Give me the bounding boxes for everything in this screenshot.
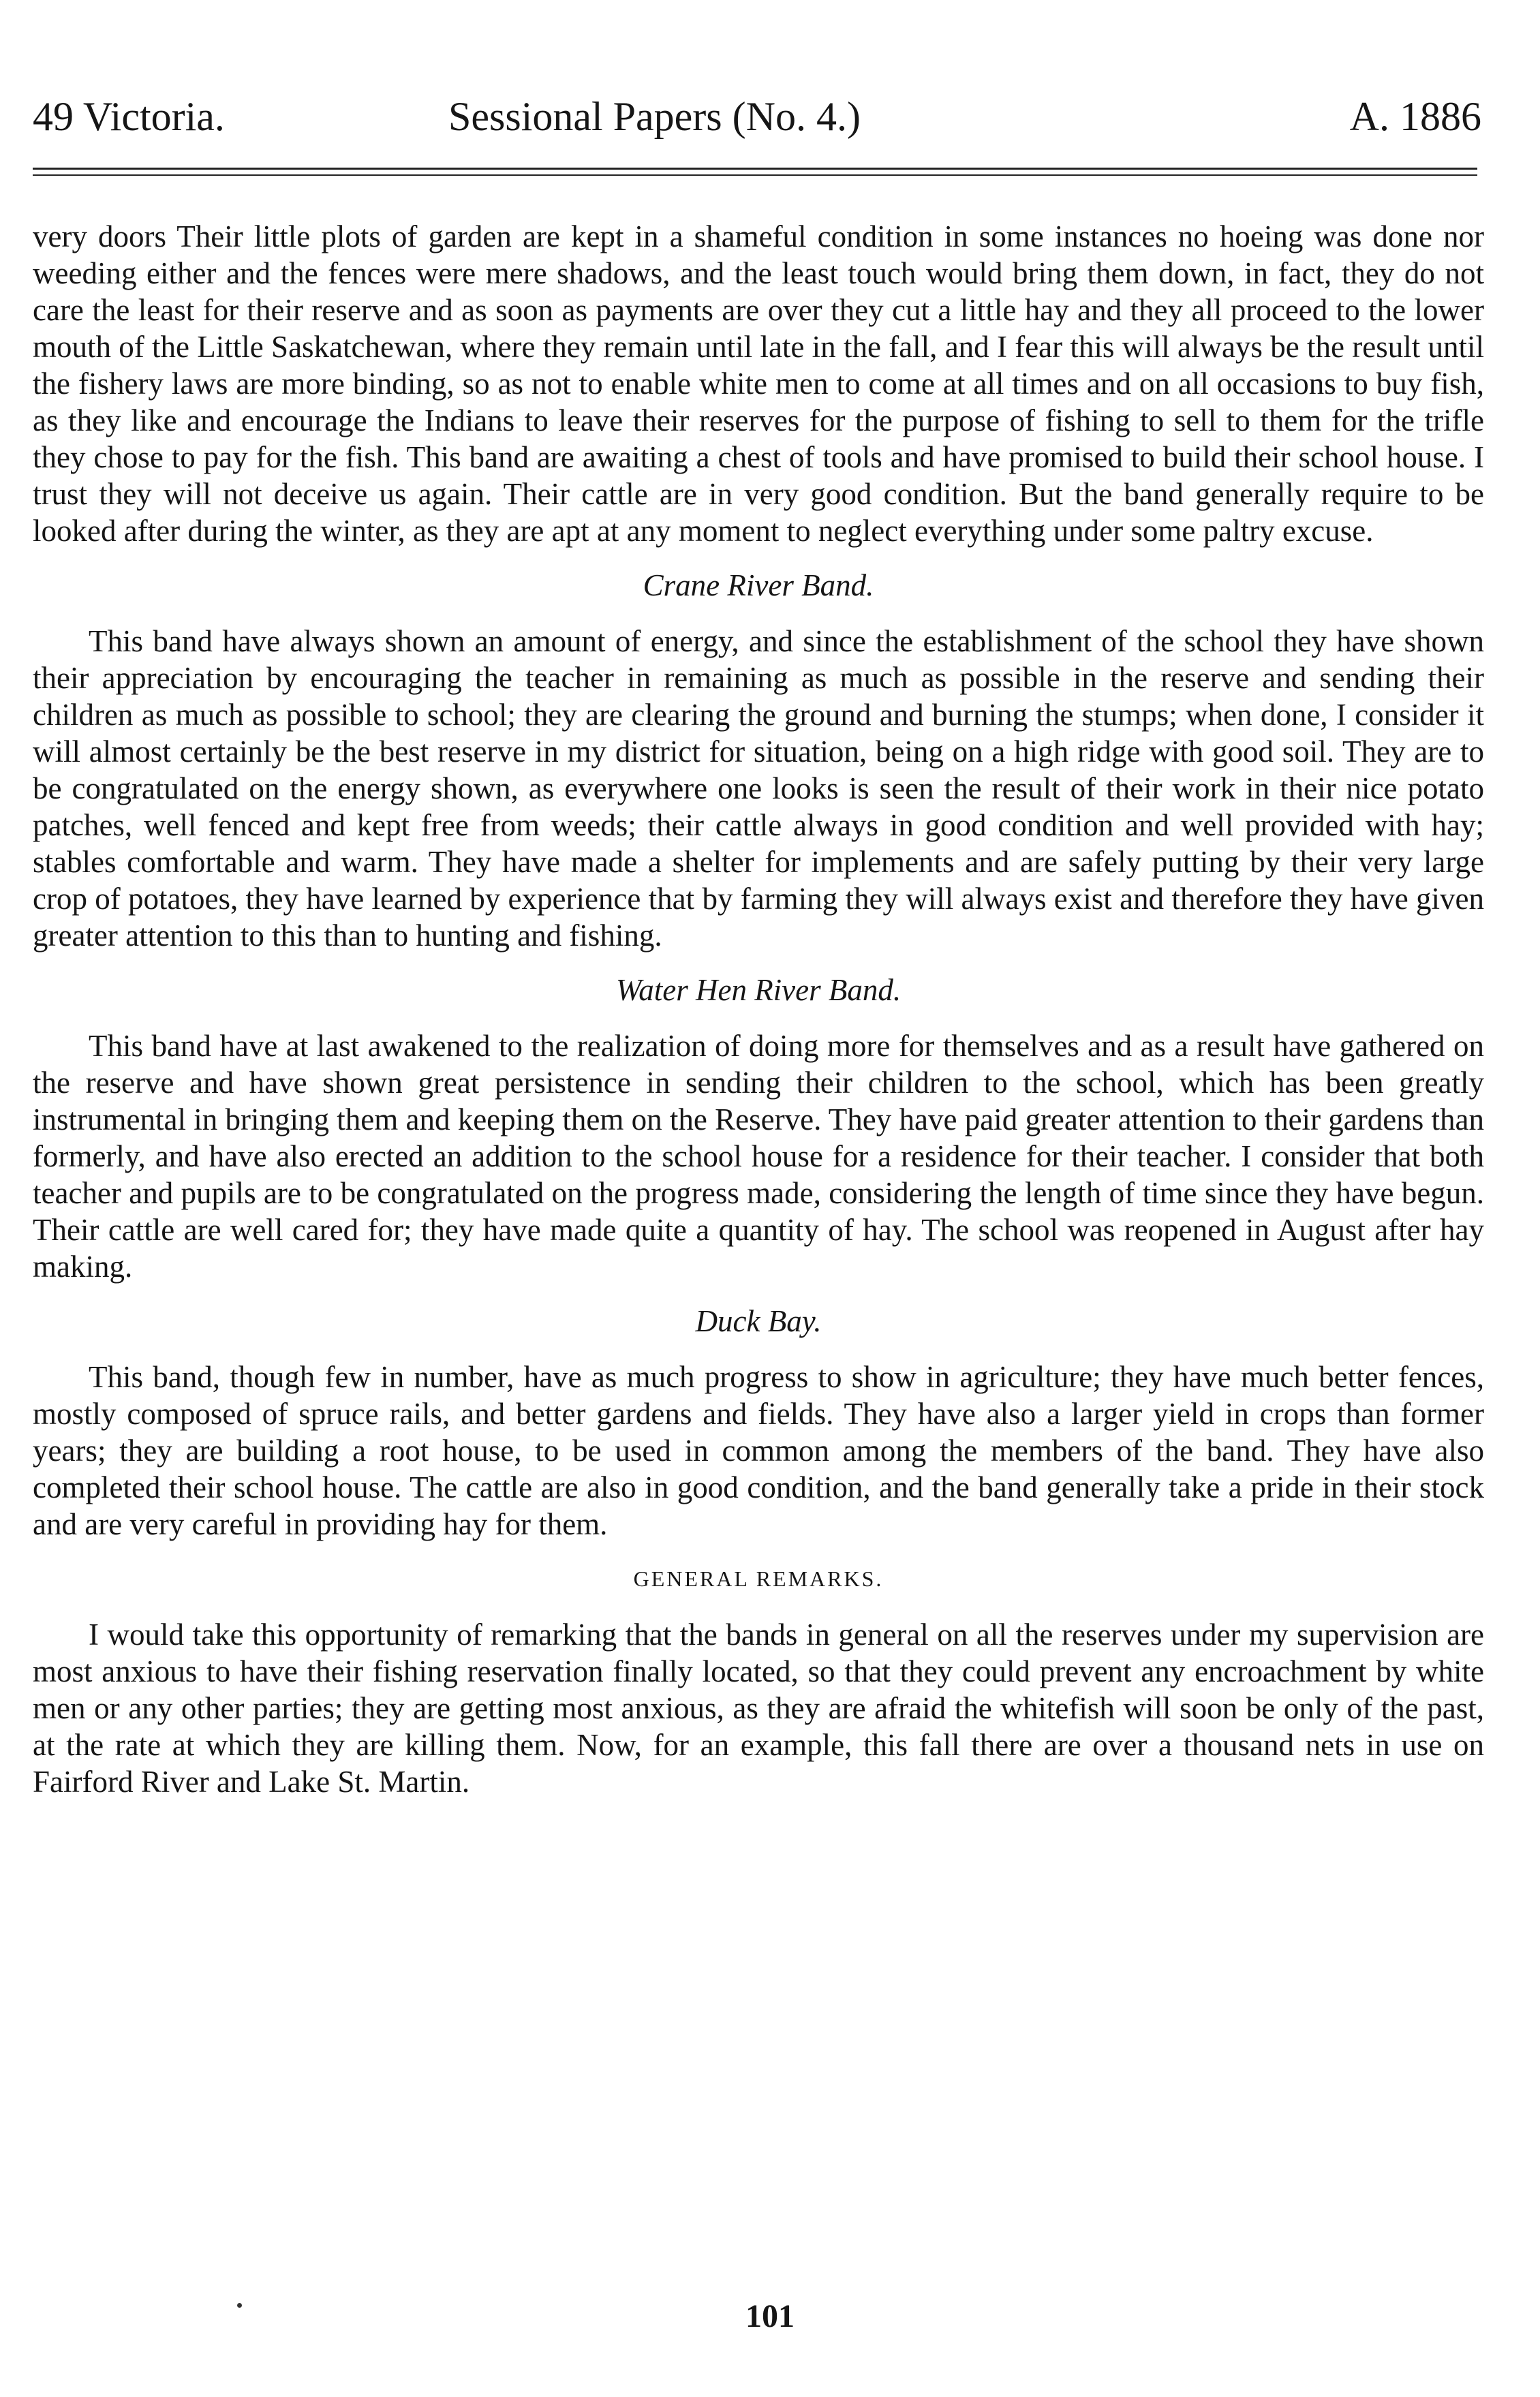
section-text-general-remarks: I would take this opportunity of remarking that the bands in general on all the reserves under my supervision are most anxious to have their fishing reservation finally located, so that they could prevent any encroachment by white men or any other parties; they are getting most anxious, as they are afraid the whitefish will soon be only of the past, at the rate at which they are killing them. Now, for an example, this fall there are over a thousand nets in use on Fairford River and Lake St. Martin. — [33, 1618, 1484, 1799]
header-year: A. 1886 — [1349, 94, 1481, 139]
section-heading-duck-bay: Duck Bay. — [695, 1304, 822, 1338]
section-text-crane-river: This band have always shown an amount of energy, and since the establishment of the school they have shown their appreciation by encouraging the teacher in remaining as much as possible in the reserve and sending their children as much as possible to school; they are clearing the ground and burning the stumps; when done, I consider it will almost certainly be the best reserve in my district for situation, being on a high ridge with good soil. They are to be congratulated on the energy shown, as everywhere one looks is seen the result of their work in their nice potato patches, well fenced and kept free from weeds; their cattle always in good condition and well provided with hay; stables comfortable and warm. They have made a shelter for implements and are safely putting by their very large crop of potatoes, they have learned by experience that by farming they will always exist and therefore they have given greater attention to this than to hunting and fishing. — [33, 624, 1484, 953]
intro-paragraph: very doors Their little plots of garden are kept in a shameful condition in some instances no hoeing was done nor weeding either and the fences were mere shadows, and the least touch would bring them down, in fact, they do not care the least for their reserve and as soon as payments are over they cut a little hay and they all proceed to the lower mouth of the Little Saskatchewan, where they remain until late in the fall, and I fear this will always be the result until the fishery laws are more binding, so as not to enable white men to come at all times and on all occasions to buy fish, as they like and encourage the Indians to leave their reserves for the purpose of fishing to sell to them for the trifle they chose to pay for the fish. This band are awaiting a chest of tools and have promised to build their school house. I trust they will not deceive us again. Their cattle are in very good condition. But the band generally require to be looked after during the winter, as they are apt at any moment to neglect everything under some paltry excuse. — [33, 219, 1484, 548]
section-heading-general-remarks: GENERAL REMARKS. — [633, 1566, 884, 1591]
header-title: Sessional Papers (No. 4.) — [448, 94, 861, 139]
header-rule-top — [33, 168, 1477, 170]
page-header — [33, 86, 1481, 147]
page-body — [33, 218, 1484, 1800]
section-heading-crane-river: Crane River Band. — [643, 568, 874, 602]
page-number: 101 — [745, 2298, 795, 2334]
section-text-duck-bay: This band, though few in number, have as much progress to show in agriculture; they have much better fences, mostly composed of spruce rails, and better gardens and fields. They have also a larger yield in crops than former years; they are building a root house, to be used in common among the members of the band. They have also completed their school house. The cattle are also in good condition, and the band generally take a pride in their stock and are very careful in providing hay for them. — [33, 1360, 1484, 1541]
header-volume: 49 Victoria. — [33, 94, 225, 139]
section-heading-water-hen-river: Water Hen River Band. — [615, 973, 902, 1007]
section-text-water-hen-river: This band have at last awakened to the realization of doing more for themselves and as a result have gathered on the reserve and have shown great persistence in sending their children to the school, which has been greatly instrumental in bringing them and keeping them on the Reserve. They have paid greater attention to their gardens than formerly, and have also erected an addition to the school house for a residence for their teacher. I consider that both teacher and pupils are to be congratulated on the progress made, considering the length of time since they have begun. Their cattle are well cared for; they have made quite a quantity of hay. The school was reopened in August after hay making. — [33, 1029, 1484, 1284]
header-rule-bottom — [33, 174, 1477, 176]
